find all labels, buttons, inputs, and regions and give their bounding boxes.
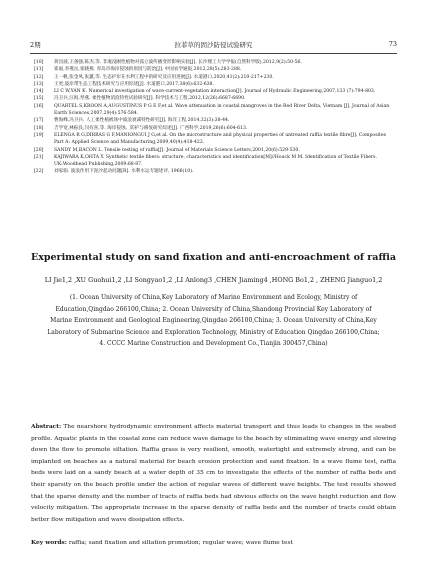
reference-number: [12] [34,74,44,80]
reference-text: 蒋昌波,王备强,陈杰,等. 非淹没刚性植物对孤立波传播变形影响实验[J]. 长沙理工大学学报(自然科学版),2012,9(2):50-56. [54,60,302,65]
keywords-label: Key words: [31,539,67,546]
reference-number: [18] [34,125,44,131]
header-rule [30,53,397,54]
reference-item [34,59,395,66]
reference-number: [14] [34,89,44,95]
reference-text: 崔福,李燕岳,张晓燕. 青岛市海岸侵蚀的原因与防治[J]. 中国农学通报,2012,28(5):283-288. [54,67,242,73]
running-title: 拉菲草的固沙防侵试验研究 [174,41,253,49]
reference-text: LI C W,YAN K. Numerical investigation of wave-current-vegetation interaction[J]. Journal of Hydraulic Engineering,2007,133 (7):794-803. [54,89,376,95]
reference-number: [20] [34,147,44,153]
reference-number: [15] [34,96,44,102]
reference-list [34,59,395,176]
reference-item [34,147,395,154]
page-header [30,40,397,53]
reference-number: [22] [34,169,44,175]
keywords [31,539,396,546]
reference-item [34,103,395,118]
reference-number: [11] [34,67,44,73]
reference-item [34,125,395,132]
reference-item [34,66,395,73]
reference-item [34,88,395,95]
reference-number: [17] [34,118,44,124]
reference-text: KAJIWARA K,OHTA Y. Synthetic textile fibers: structure, characteristics and identification[M]//Houck M M. Identification of Textile Fibers. UK:Woodhead Publishing,2009:68-87. [54,154,377,168]
affiliations: (1. Ocean University of China,Key Laboratory of Marine Environment and Ecology, Ministry of Education,Qingdao 266100,China; 2. Ocean University of China,Shandong Provincial Key Laboratory of Marine Environment and Geological Engineering,Qingdao 266100,China; 3. Ocean University of China,Key Laboratory of Submarine Science and Exploration Technology, Ministry of Education Qingdao 266100,China; 4. CCCC Marine Construction and Development Co.,Tianjin 300457,China) [47,294,380,348]
page-number: 73 [388,40,397,48]
reference-text: 刘家驹. 波浪作用下泥沙起动问题[R]. 水利水运专题述评, 1966(10). [54,169,194,175]
reference-text: 吉学宽,林振良,闫有喜,等. 海岸侵蚀、防护与修复研究综述[J]. 广西科学,2019,26(6):604-613. [54,125,248,131]
author-list: LI Jie1,2 ,XU Guohui1,2 ,LI Songyao1,2 ,LI Anlong3 ,CHEN Jiaming4 ,HONG Bo1,2 , ZHENG Jianguo1,2 [44,276,383,284]
reference-text: QUARTEL S,KROON A,AUGUSTINUS P G E F,et al. Wave attenuation in coastal mangroves in the Red River Delta, Vietnam [J]. Journal of Asian Earth Sciences,2007,29(4):576-584. [54,103,390,117]
reference-item [34,168,395,175]
issue-number: 2期 [30,41,41,49]
keywords-text: raffia; sand fixation and siltation promotion; regular wave; wave flume test [68,540,293,546]
abstract-text: The nearshore hydrodynamic environment affects material transport and thus leads to changes in the seabed profile. Aquatic plants in the coastal zone can reduce wave damage to the beach by eliminating wave energy and slowing down the flow to promote siltation. Raffia grass is very resilient, smooth, watertight and extremely strong, and can be implanted on beaches as a natural material for beach erosion protection and sand fixation. In a wave flume test, raffia beds were laid on a sandy beach at a water depth of 35 cm to investigate the effects of the number of raffia beds and their sparsity on the beach profile under the action of regular waves of different wave heights. The test results showed that the sparse density and the number of tracts of raffia beds had obvious effects on the wave height reduction and flow velocity mitigation. The appropriate increase in the sparse density of raffia beds and the number of tracts could obtain better flow mitigation and wave dissipation effects. [31,424,396,523]
reference-text: 冯卫兵,汪海,琴燕. 柔性植物消浪特性试验研究[J]. 科学技术与工程,2012,12(26):6687-6690. [54,96,246,102]
reference-text: 王一帆,张金凤,张蕙,等. 生态护岸在水利工程中的研究及应用进展[J]. 水道港口,2020,41(2):210-217+230. [54,74,274,80]
reference-number: [19] [34,132,44,138]
abstract-label: Abstract: [31,423,62,430]
reference-number: [13] [34,81,44,87]
reference-item [34,74,395,81]
reference-item [34,117,395,124]
reference-text: SANDY M,BACON L. Tensile testing of raffia[J]. Journal of Materials Science Letters,2001,20(6):529-530. [54,147,300,153]
reference-text: 曹海峰,冯卫兵. 人工柔性植被场中波浪衰减特性研究[J]. 海洋工程,2014,32(3):38-44. [54,118,230,124]
reference-item [34,132,395,147]
reference-number: [16] [34,103,44,109]
reference-number: [10] [34,60,44,65]
reference-number: [21] [34,154,44,160]
reference-item [34,81,395,88]
reference-item [34,154,395,169]
paper-title: Experimental study on sand fixation and anti-encroachment of raffia [30,252,397,263]
reference-text: ELENGA R G,DIRRAS G F,MANIONGUI J G,et al. On the microstructure and physical properties of untreated raffia textile fibre[J]. Composites Part A: Applied Science and Manufacturing,2009,40(4):418-422. [54,132,386,146]
reference-text: 王更,波岸带生态工程技术研究与应用综述[J]. 水道港口,2017,38(6):632-638. [54,81,214,87]
abstract [31,421,396,526]
reference-item [34,95,395,102]
